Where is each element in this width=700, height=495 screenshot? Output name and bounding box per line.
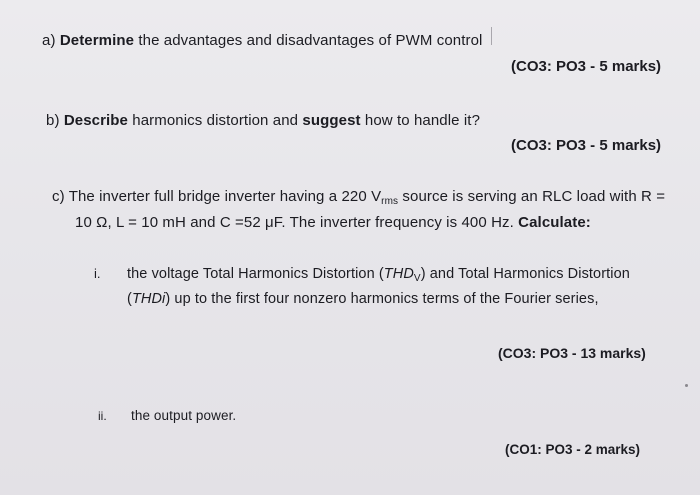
question-b	[46, 112, 480, 129]
part-i-marks: (CO3: PO3 - 13 marks)	[498, 345, 646, 361]
question-c-line1-pre: The inverter full bridge inverter having a 220 V	[68, 188, 382, 205]
part-ii-marks: (CO1: PO3 - 2 marks)	[505, 442, 641, 457]
part-i-line2-post: ) up to the first four nonzero harmonics terms of the Fourier series,	[165, 291, 599, 307]
question-b-verb2: suggest	[302, 112, 361, 129]
part-i-line2-pre: (	[127, 291, 132, 307]
question-b-marks: (CO3: PO3 - 5 marks)	[511, 137, 662, 154]
question-a	[42, 32, 482, 49]
part-i-line2	[127, 291, 599, 307]
scan-mark-line	[491, 27, 492, 45]
part-i-line1	[127, 266, 630, 284]
part-ii-numeral: ii.	[98, 409, 107, 423]
question-b-text-mid: harmonics distortion and	[132, 112, 299, 129]
question-b-label: b)	[46, 112, 60, 129]
question-c-line1	[52, 188, 665, 207]
question-c-line1-post: source is serving an RLC load with R =	[402, 188, 666, 205]
part-i-line1-pre: the voltage Total Harmonics Distortion (	[127, 266, 384, 282]
scan-mark-dot	[685, 384, 688, 387]
question-c-line1-sub: rms	[381, 196, 399, 207]
question-c-line2	[75, 214, 591, 231]
question-b-text-end: how to handle it?	[364, 112, 481, 129]
part-i-line2-ital: THDi	[131, 291, 166, 307]
part-i-line1-ital: THD	[383, 266, 414, 282]
part-i-numeral: i.	[94, 266, 101, 281]
question-c-line2-bold: Calculate:	[518, 214, 591, 231]
part-ii-text: the output power.	[131, 408, 237, 423]
part-i-line1-post: ) and Total Harmonics Distortion	[420, 266, 630, 282]
question-c-line2-text: 10 Ω, L = 10 mH and C =52 μF. The inverter frequency is 400 Hz.	[75, 214, 514, 231]
question-c-label: c)	[52, 188, 65, 205]
question-a-text: the advantages and disadvantages of PWM control	[138, 32, 483, 49]
question-b-verb: Describe	[63, 112, 128, 129]
part-i-line1-sub: V	[413, 273, 421, 284]
question-a-marks: (CO3: PO3 - 5 marks)	[511, 58, 662, 75]
question-a-label: a)	[42, 32, 56, 49]
question-a-verb: Determine	[59, 32, 135, 49]
